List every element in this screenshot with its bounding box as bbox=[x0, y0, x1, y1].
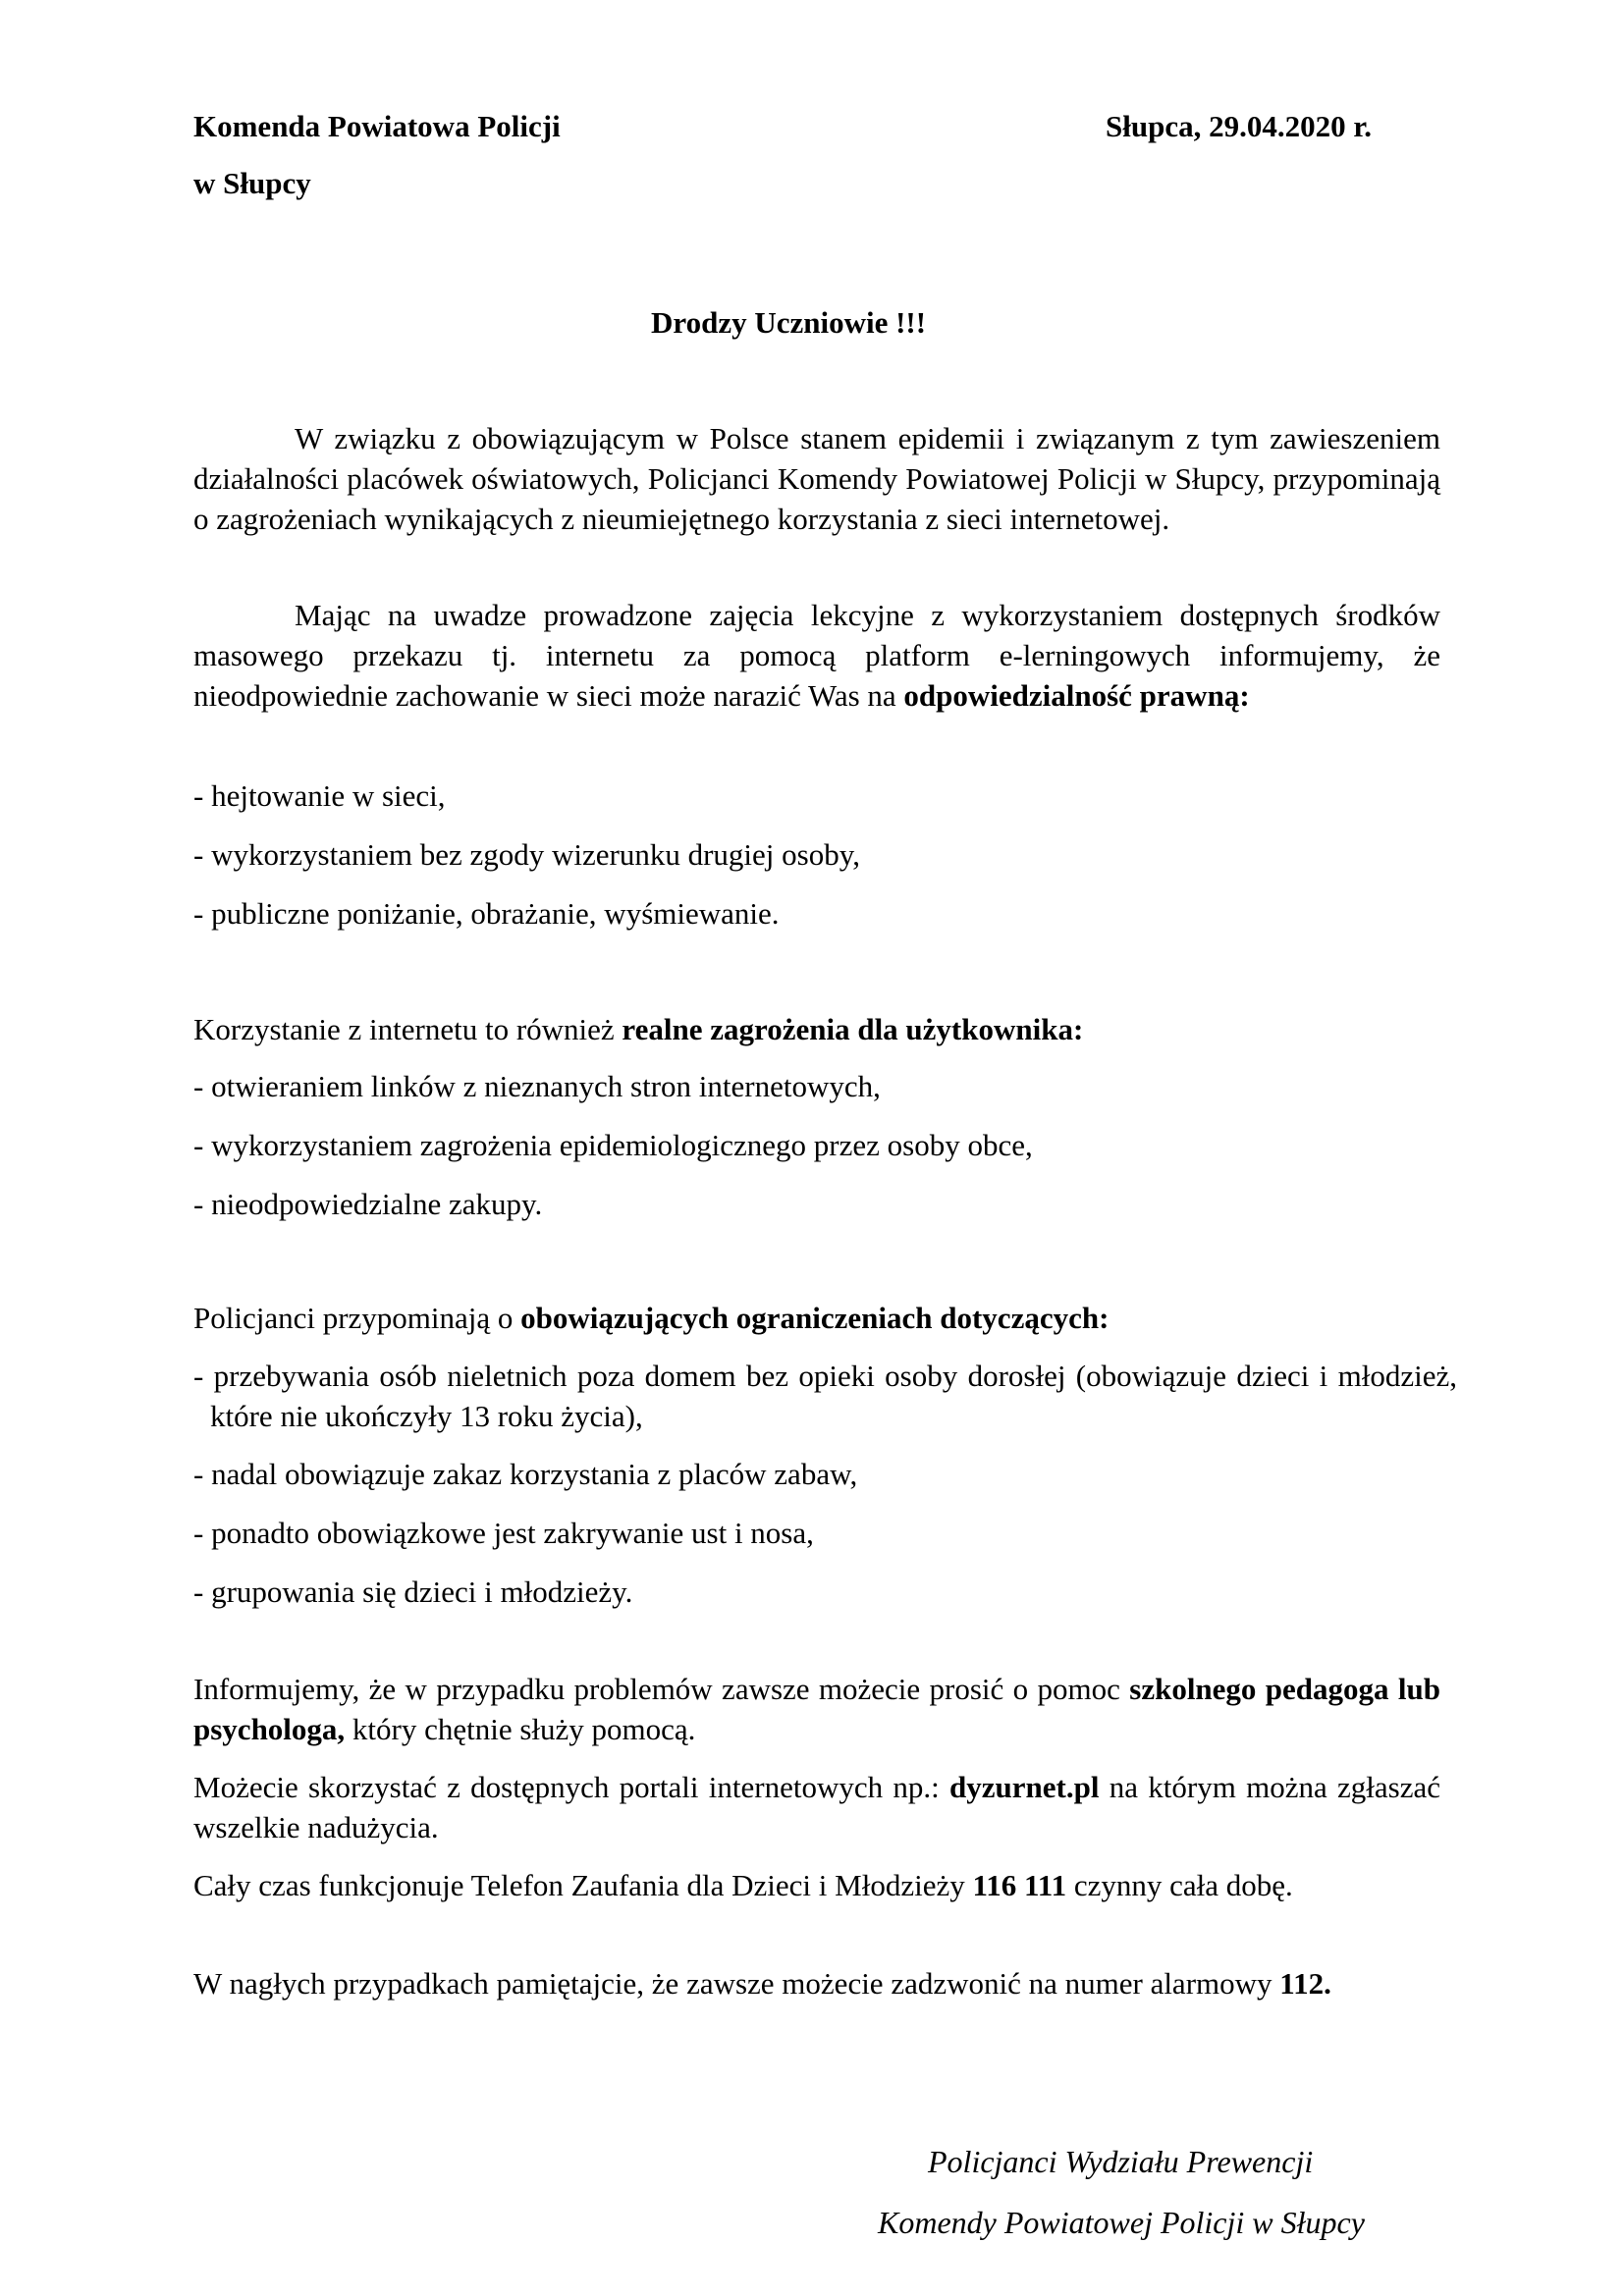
hotline-paragraph bbox=[193, 1865, 1440, 1905]
signature-line-1: Policjanci Wydziału Prewencji bbox=[928, 2144, 1314, 2179]
hotline-text-end: czynny cała dobę. bbox=[1066, 1868, 1293, 1902]
help-bold: szkolnego pedagoga lub psychologa, bbox=[193, 1672, 1440, 1746]
portal-link-text: dyzurnet.pl bbox=[949, 1770, 1100, 1804]
sender-line-1: Komenda Powiatowa Policji bbox=[193, 109, 561, 143]
threats-heading-bold: realne zagrożenia dla użytkownika: bbox=[622, 1012, 1084, 1046]
portal-text-end: na którym można zgłaszać wszelkie nadużycia. bbox=[193, 1770, 1440, 1844]
list-item: - wykorzystaniem zagrożenia epidemiologicznego przez osoby obce, bbox=[193, 1128, 1033, 1162]
sender-line-2: w Słupcy bbox=[193, 166, 311, 200]
hotline-number: 116 111 bbox=[972, 1868, 1067, 1902]
list-item: - przebywania osób nieletnich poza domem bez opieki osoby dorosłej (obowiązuje dzieci i młodzież, które nie ukończyły 13 roku życia), bbox=[193, 1359, 1457, 1433]
signature-line-2: Komendy Powiatowej Policji w Słupcy bbox=[878, 2205, 1365, 2240]
intro-paragraph: W związku z obowiązującym w Polsce stanem epidemii i związanym z tym zawieszeniem działalności placówek oświatowych, Policjanci Komendy Powiatowej Policji w Słupcy, przypominają o zagrożeniach wynikających z nieumiejętnego korzystania z sieci internetowej. bbox=[193, 421, 1440, 536]
list-item: - hejtowanie w sieci, bbox=[193, 778, 446, 813]
help-paragraph bbox=[193, 1669, 1440, 1749]
portal-paragraph bbox=[193, 1767, 1440, 1847]
threats-heading bbox=[193, 1009, 1083, 1049]
restrictions-heading-text: Policjanci przypominają o bbox=[193, 1301, 521, 1335]
list-item: - grupowania się dzieci i młodzieży. bbox=[193, 1575, 633, 1609]
list-item: - wykorzystaniem bez zgody wizerunku drugiej osoby, bbox=[193, 837, 860, 872]
legal-paragraph-text: Mając na uwadze prowadzone zajęcia lekcyjne z wykorzystaniem dostępnych środków masowego przekazu tj. internetu za pomocą platform e-lerningowych informujemy, że nieodpowiednie zachowanie w sieci może narazić Was na bbox=[193, 598, 1440, 713]
restrictions-heading bbox=[193, 1298, 1109, 1338]
place-date: Słupca, 29.04.2020 r. bbox=[1106, 109, 1373, 143]
list-item: - otwieraniem linków z nieznanych stron internetowych, bbox=[193, 1069, 881, 1103]
legal-paragraph-bold: odpowiedzialność prawną: bbox=[903, 678, 1250, 713]
emergency-text: W nagłych przypadkach pamiętajcie, że zawsze możecie zadzwonić na numer alarmowy bbox=[193, 1966, 1280, 2001]
list-item: - nieodpowiedzialne zakupy. bbox=[193, 1187, 543, 1221]
list-item: - publiczne poniżanie, obrażanie, wyśmiewanie. bbox=[193, 896, 780, 931]
hotline-text: Cały czas funkcjonuje Telefon Zaufania dla Dzieci i Młodzieży bbox=[193, 1868, 973, 1902]
list-item: - ponadto obowiązkowe jest zakrywanie ust i nosa, bbox=[193, 1516, 814, 1550]
emergency-number: 112. bbox=[1279, 1966, 1331, 2001]
legal-paragraph bbox=[193, 595, 1440, 716]
restrictions-heading-bold: obowiązujących ograniczeniach dotyczących: bbox=[520, 1301, 1110, 1335]
greeting-title: Drodzy Uczniowie !!! bbox=[651, 305, 927, 340]
threats-heading-text: Korzystanie z internetu to również bbox=[193, 1012, 623, 1046]
portal-text: Możecie skorzystać z dostępnych portali internetowych np.: bbox=[193, 1770, 950, 1804]
help-text: Informujemy, że w przypadku problemów zawsze możecie prosić o pomoc bbox=[193, 1672, 1130, 1706]
help-text-end: który chętnie służy pomocą. bbox=[345, 1712, 696, 1746]
list-item: - nadal obowiązuje zakaz korzystania z placów zabaw, bbox=[193, 1457, 858, 1491]
emergency-paragraph bbox=[193, 1963, 1440, 2003]
